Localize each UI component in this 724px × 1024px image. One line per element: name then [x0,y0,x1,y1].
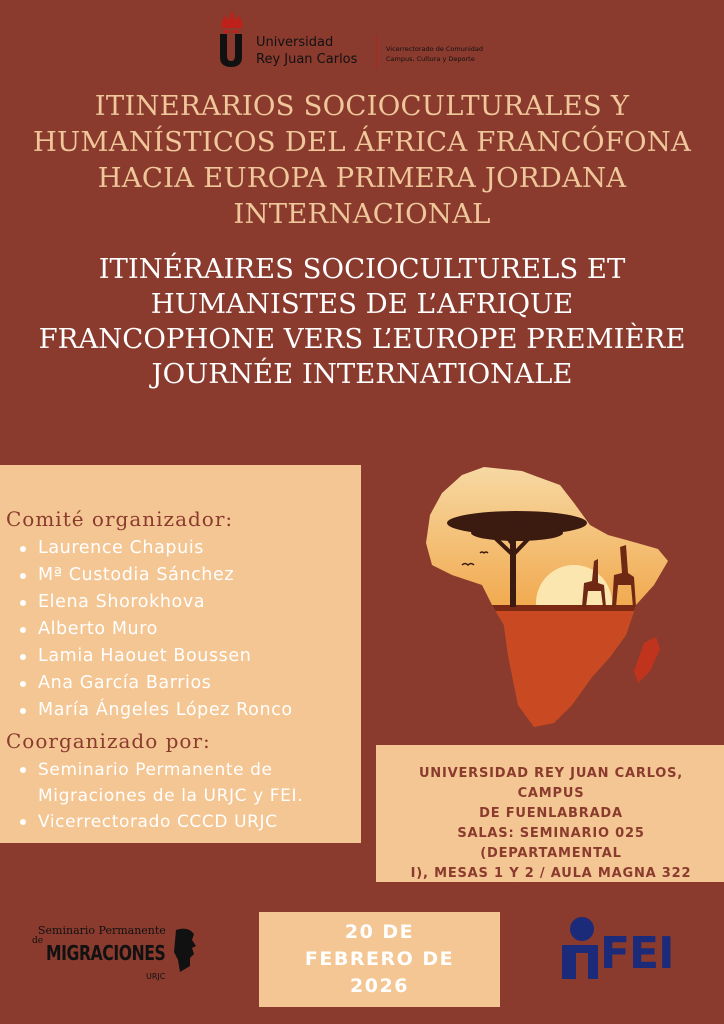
venue-text [384,764,718,904]
committee-member: Elena Shorokhova [0,589,293,616]
logo-divider [376,34,377,68]
seminario-logo-line3: MIGRACIONES [46,941,166,965]
urjc-logo [218,12,518,74]
vicerrectorado-line2: Campus, Cultura y Deporte [386,55,475,63]
title-es-line: ITINERARIOS SOCIOCULTURALES Y [94,90,630,122]
date-line: FEBRERO DE [304,948,455,970]
date-line: 2026 [350,975,409,997]
venue-box [376,745,724,901]
committee-heading: Comité organizador: [6,507,234,531]
committee-member: Ana García Barrios [0,670,293,697]
title-es-line: HUMANÍSTICOS DEL ÁFRICA FRANCÓFONA [32,126,692,158]
university-name-line2: Rey Juan Carlos [256,52,358,67]
fei-wordmark: FEI [600,928,674,979]
coorganizer-item: Seminario Permanente de Migraciones de la URJC y FEI. [0,757,350,809]
title-fr-line: HUMANISTES DE L’AFRIQUE [150,288,574,320]
fei-logo [560,915,672,985]
committee-member: María Ángeles López Ronco [0,697,293,724]
committee-list [0,535,293,724]
title-fr-line: JOURNÉE INTERNATIONALE [151,358,573,390]
committee-member: Alberto Muro [0,616,293,643]
vicerrectorado-line1: Vicerrectorado de Comunidad [386,45,484,53]
venue-line: DE FUENLABRADA [479,806,623,821]
title-spanish [6,88,718,232]
coorganized-heading: Coorganizado por: [6,729,211,753]
title-fr-line: ITINÉRAIRES SOCIOCULTURELS ET [98,253,626,285]
title-es-line: HACIA EUROPA PRIMERA JORDANA [97,162,627,194]
event-date [259,919,500,1000]
africa-sunset-illustration [422,465,672,727]
committee-member: Lamia Haouet Boussen [0,643,293,670]
seminario-logo-line4: URJC [146,972,166,981]
vicerrectorado-label [386,44,483,64]
seminario-logo-line1: Seminario Permanente [38,924,166,937]
committee-member: Mª Custodia Sánchez [0,562,293,589]
coorganized-list [0,757,350,835]
head-profile-icon [172,926,198,976]
seminario-migraciones-logo [34,922,204,992]
crown-icon [220,12,244,30]
venue-line: UNIVERSIDAD REY JUAN CARLOS, CAMPUS [418,766,684,801]
title-es-line: INTERNACIONAL [233,198,491,230]
date-line: 20 DE [344,921,415,943]
date-box [259,912,500,1007]
urjc-u-icon [218,30,244,68]
organizers-panel [0,465,361,843]
seminario-logo-line2: de [32,936,44,946]
venue-line: (AULARIO III), MESA 3 [462,886,640,901]
title-french [6,252,718,392]
venue-line: SALAS: SEMINARIO 025 (DEPARTAMENTAL [457,826,645,861]
title-fr-line: FRANCOPHONE VERS L’EUROPE PREMIÈRE [38,323,686,355]
committee-member: Laurence Chapuis [0,535,293,562]
coorganizer-item: Vicerrectorado CCCD URJC [0,809,350,835]
university-name-line1: Universidad [256,35,334,50]
university-name [256,34,357,68]
fei-person-icon [560,915,600,985]
venue-line: I), MESAS 1 Y 2 / AULA MAGNA 322 [410,866,692,881]
